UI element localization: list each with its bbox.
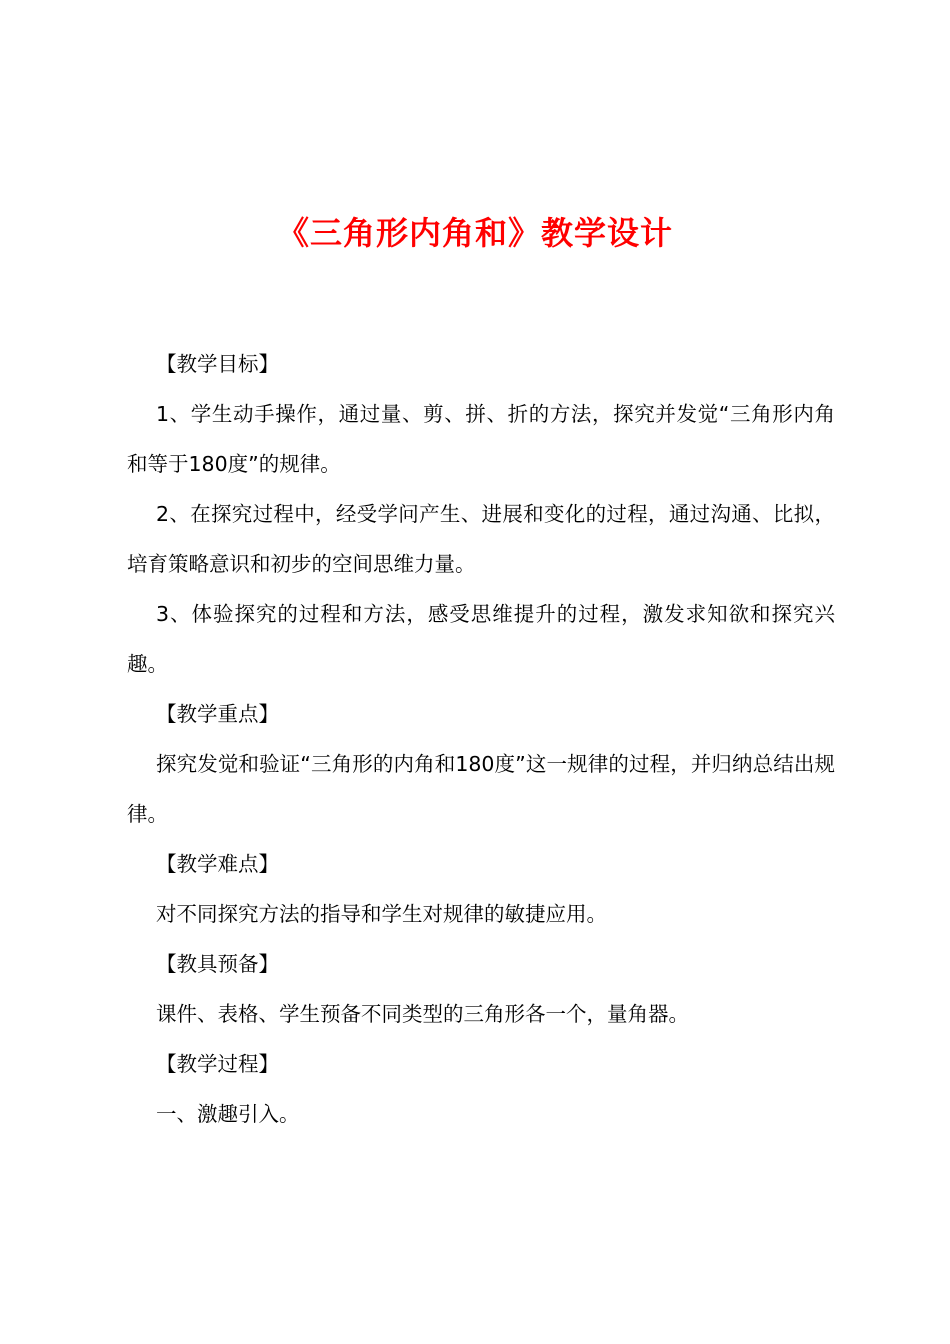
section-heading-objectives: 【教学目标】 bbox=[156, 352, 279, 376]
section-heading-materials: 【教具预备】 bbox=[156, 952, 279, 976]
document-body bbox=[127, 339, 835, 1139]
section-heading-difficulties: 【教学难点】 bbox=[156, 852, 279, 876]
document-title: 《三角形内角和》教学设计 bbox=[276, 214, 673, 252]
difficulties-paragraph: 对不同探究方法的指导和学生对规律的敏捷应用。 bbox=[156, 902, 607, 926]
objective-paragraph-2: 2、在探究过程中，经受学问产生、进展和变化的过程，通过沟通、比拟，培育策略意识和初步的空间思维力量。 bbox=[127, 502, 835, 576]
section-heading-process: 【教学过程】 bbox=[156, 1052, 279, 1076]
key-points-paragraph: 探究发觉和验证“三角形的内角和180度”这一规律的过程，并归纳总结出规律。 bbox=[127, 752, 835, 826]
objective-paragraph-3: 3、体验探究的过程和方法，感受思维提升的过程，激发求知欲和探究兴趣。 bbox=[127, 602, 835, 676]
materials-paragraph: 课件、表格、学生预备不同类型的三角形各一个，量角器。 bbox=[156, 1002, 689, 1026]
objective-paragraph-1: 1、学生动手操作，通过量、剪、拼、折的方法，探究并发觉“三角形内角和等于180度”的规律。 bbox=[127, 402, 835, 476]
process-paragraph-1: 一、激趣引入。 bbox=[156, 1102, 300, 1126]
section-heading-key-points: 【教学重点】 bbox=[156, 702, 279, 726]
